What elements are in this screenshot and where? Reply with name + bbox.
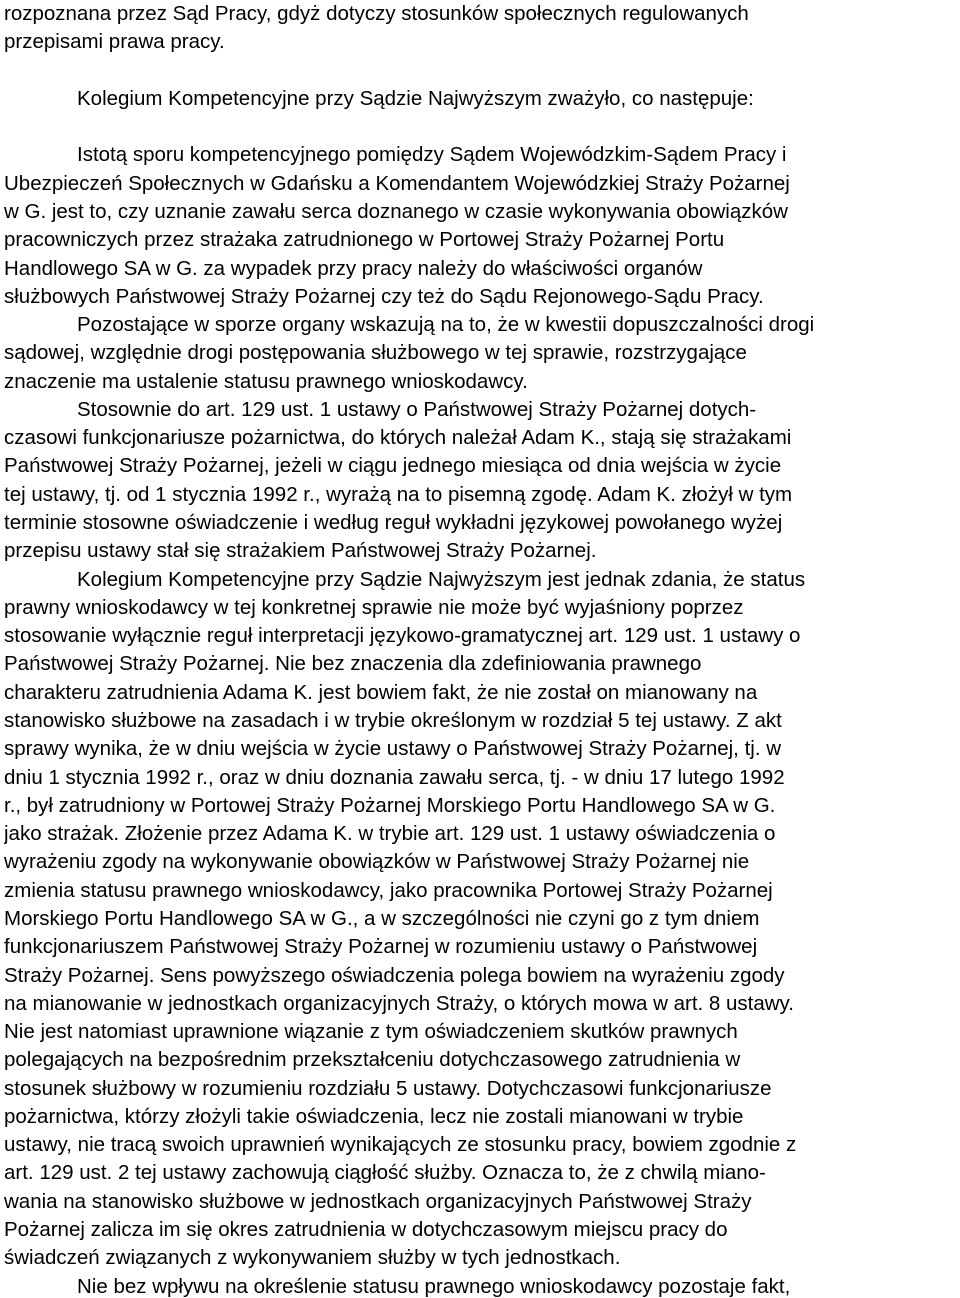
text-line: Straży Pożarnej. Sens powyższego oświadczenia polega bowiem na wyrażeniu zgody <box>4 963 785 987</box>
text-line: Kolegium Kompetencyjne przy Sądzie Najwyższym zważyło, co następuje: <box>77 86 754 110</box>
text-line: Kolegium Kompetencyjne przy Sądzie Najwyższym jest jednak zdania, że status <box>77 567 806 591</box>
text-line: ustawy, nie tracą swoich uprawnień wynikających ze stosunku pracy, bowiem zgodnie z <box>4 1133 797 1157</box>
text-line: Morskiego Portu Handlowego SA w G., a w szczególności nie czyni go z tym dniem <box>4 906 760 930</box>
text-line: Państwowej Straży Pożarnej. Nie bez znaczenia dla zdefiniowania prawnego <box>4 652 702 676</box>
text-line: wyrażeniu zgody na wykonywanie obowiązków w Państwowej Straży Pożarnej nie <box>4 850 750 874</box>
text-line: r., był zatrudniony w Portowej Straży Pożarnej Morskiego Portu Handlowego SA w G. <box>4 793 776 817</box>
text-line: tej ustawy, tj. od 1 stycznia 1992 r., wyrażą na to pisemną zgodę. Adam K. złożył w tym <box>4 482 793 506</box>
text-line: Pożarnej zalicza im się okres zatrudnienia w dotychczasowym miejscu pracy do <box>4 1218 728 1242</box>
text-line: Nie bez wpływu na określenie statusu prawnego wnioskodawcy pozostaje fakt, <box>77 1274 791 1298</box>
text-line: czasowi funkcjonariusze pożarnictwa, do których należał Adam K., stają się strażakami <box>4 426 792 450</box>
text-line: stosowanie wyłącznie reguł interpretacji językowo-gramatycznej art. 129 ust. 1 ustawy o <box>4 624 801 648</box>
text-line: Stosownie do art. 129 ust. 1 ustawy o Państwowej Straży Pożarnej dotych- <box>77 397 757 421</box>
text-line: Handlowego SA w G. za wypadek przy pracy należy do właściwości organów <box>4 256 703 280</box>
text-line: dniu 1 stycznia 1992 r., oraz w dniu doznania zawału serca, tj. - w dniu 17 lutego 1992 <box>4 765 785 789</box>
text-line: Państwowej Straży Pożarnej, jeżeli w ciągu jednego miesiąca od dnia wejścia w życie <box>4 454 782 478</box>
text-line: Ubezpieczeń Społecznych w Gdańsku a Komendantem Wojewódzkiej Straży Pożarnej <box>4 171 790 195</box>
text-line: jako strażak. Złożenie przez Adama K. w trybie art. 129 ust. 1 ustawy oświadczenia o <box>4 822 776 846</box>
text-line: stosunek służbowy w rozumieniu rozdziału 5 ustawy. Dotychczasowi funkcjonariusze <box>4 1076 772 1100</box>
text-line: w G. jest to, czy uznanie zawału serca doznanego w czasie wykonywania obowiązków <box>4 199 788 223</box>
text-line: rozpoznana przez Sąd Pracy, gdyż dotyczy stosunków społecznych regulowanych <box>4 2 749 25</box>
text-line: prawny wnioskodawcy w tej konkretnej sprawie nie może być wyjaśniony poprzez <box>4 595 744 619</box>
text-line: wania na stanowisko służbowe w jednostkach organizacyjnych Państwowej Straży <box>4 1189 752 1213</box>
text-line: Nie jest natomiast uprawnione wiązanie z tym oświadczeniem skutków prawnych <box>4 1020 738 1044</box>
text-line: stanowisko służbowe na zasadach i w trybie określonym w rozdział 5 tej ustawy. Z akt <box>4 709 782 732</box>
text-line: sprawy wynika, że w dniu wejścia w życie ustawy o Państwowej Straży Pożarnej, tj. w <box>4 737 782 761</box>
text-line: znaczenie ma ustalenie statusu prawnego wnioskodawcy. <box>4 369 528 393</box>
text-line: pracowniczych przez strażaka zatrudnionego w Portowej Straży Pożarnej Portu <box>4 228 725 252</box>
text-line: pożarnictwa, którzy złożyli takie oświadczenia, lecz nie zostali mianowani w trybie <box>4 1104 744 1128</box>
text-line: na mianowanie w jednostkach organizacyjnych Straży, o których mowa w art. 8 ustawy. <box>4 991 794 1015</box>
text-line: sądowej, względnie drogi postępowania służbowego w tej sprawie, rozstrzygające <box>4 341 747 365</box>
text-line: Istotą sporu kompetencyjnego pomiędzy Sądem Wojewódzkim-Sądem Pracy i <box>77 143 787 167</box>
text-line: świadczeń związanych z wykonywaniem służby w tych jednostkach. <box>4 1246 621 1270</box>
text-line: zmienia statusu prawnego wnioskodawcy, jako pracownika Portowej Straży Pożarnej <box>4 878 773 902</box>
text-line: przepisami prawa pracy. <box>4 30 225 54</box>
text-line: służbowych Państwowej Straży Pożarnej czy też do Sądu Rejonowego-Sądu Pracy. <box>4 284 764 308</box>
text-line: art. 129 ust. 2 tej ustawy zachowują ciągłość służby. Oznacza to, że z chwilą miano- <box>4 1161 766 1185</box>
text-line: terminie stosowne oświadczenie i według reguł wykładni językowej powołanego wyżej <box>4 511 783 535</box>
text-line: przepisu ustawy stał się strażakiem Państwowej Straży Pożarnej. <box>4 539 597 563</box>
text-line: Pozostające w sporze organy wskazują na to, że w kwestii dopuszczalności drogi <box>77 313 815 337</box>
text-line: polegających na bezpośrednim przekształceniu dotychczasowego zatrudnienia w <box>4 1048 741 1072</box>
text-line: funkcjonariuszem Państwowej Straży Pożarnej w rozumieniu ustawy o Państwowej <box>4 935 758 959</box>
text-line: charakteru zatrudnienia Adama K. jest bowiem fakt, że nie został on mianowany na <box>4 680 758 704</box>
document-page <box>4 0 960 1298</box>
